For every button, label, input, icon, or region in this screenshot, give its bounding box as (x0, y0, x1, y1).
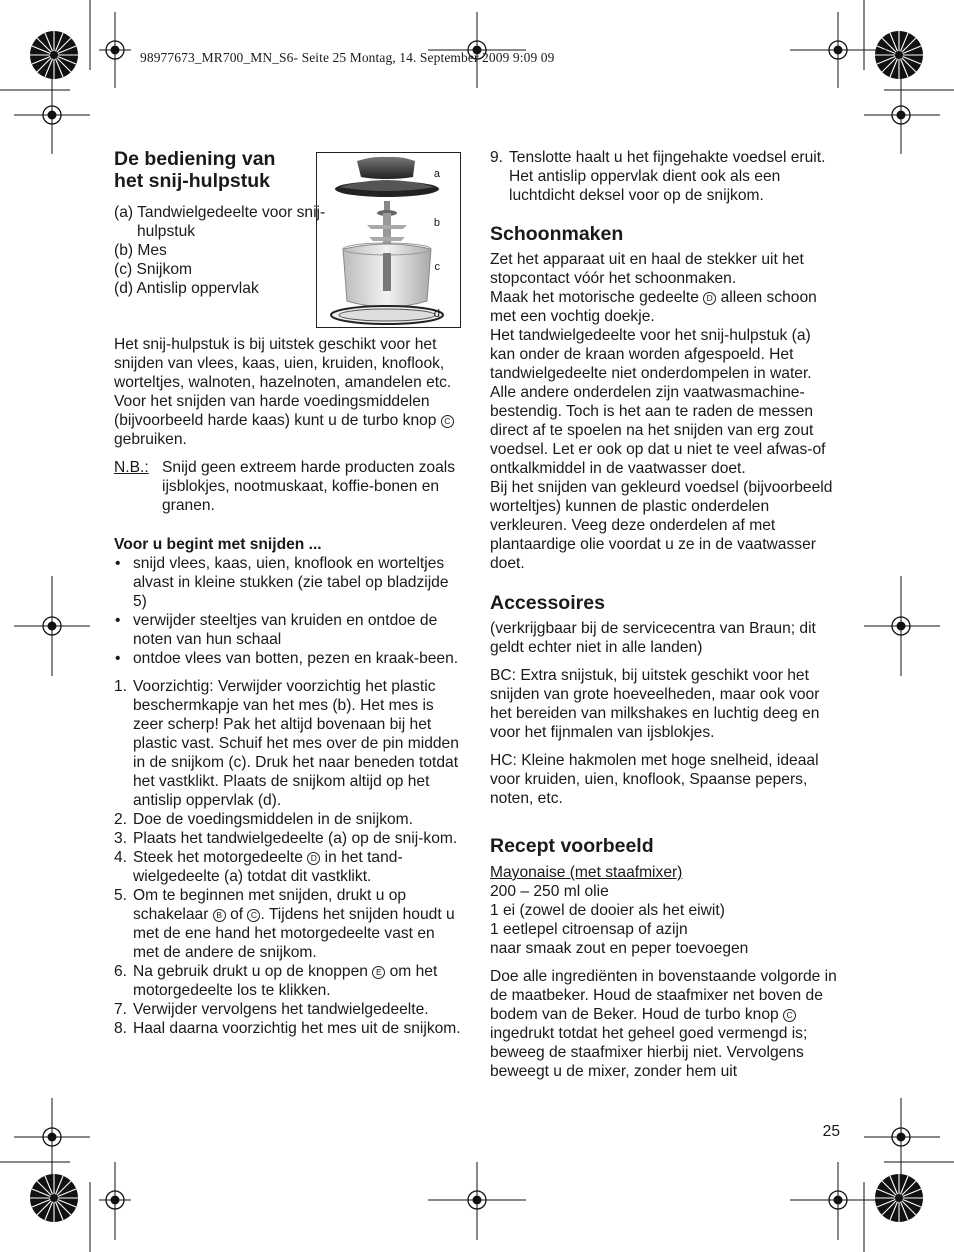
page-number: 25 (822, 1123, 840, 1140)
registration-star-icon (30, 1174, 78, 1222)
figure-label-d: d (433, 308, 440, 320)
registration-star-icon (875, 1174, 923, 1222)
step-6: 6. Na gebruik drukt u op de knoppen E om het motorgedeelte los te klikken. (114, 963, 438, 999)
list-item: • snijd vlees, kaas, uien, knoflook en worteltjes alvast in kleine stukken (zie tabel op bladzijde 5) (114, 554, 464, 611)
step-2: 2. Doe de voedingsmiddelen in de snijkom. (114, 811, 413, 828)
part-item: (b) Mes (114, 242, 167, 259)
prep-bullet-list (114, 554, 464, 668)
step-1: 1. Voorzichtig: Verwijder voorzichtig het plastic beschermkapje van het mes (b). Het mes is zeer scherp! Pak het altijd bovenaan bij het plastic vast. Schuif het mes over de pin midden in de snijkom (c). Druk het naar beneden totdat het vastklikt. Plaats de snijkom altijd op het antislip oppervlak (d). (114, 678, 459, 809)
list-item: 200 – 250 ml olie (490, 883, 609, 900)
symbol-d-icon: D (307, 852, 320, 865)
steps-list-continued (490, 148, 840, 205)
list-item: • verwijder steeltjes van kruiden en ontdoe de noten van hun schaal (114, 611, 464, 649)
step-5: 5. Om te beginnen met snijden, drukt u op schakelaar B of C . Tijdens het snijden houdt u met de ene hand het motorgedeelte vast en met de andere de snijkom. (114, 887, 455, 961)
part-item: (c) Snijkom (114, 261, 192, 278)
symbol-d-icon: D (703, 292, 716, 305)
turbo-text-end: gebruiken. (114, 431, 187, 448)
ingredients-list (490, 882, 840, 958)
symbol-c-icon: C (441, 415, 454, 428)
note-text: Snijd geen extreem harde producten zoals ijsblokjes, nootmuskaat, koffie-bonen en granen. (162, 459, 455, 514)
parts-list (114, 203, 464, 298)
step-9: 9. Tenslotte haalt u het fijngehakte voedsel eruit. Het antislip oppervlak dient ook als een luchtdicht deksel voor op de snijkom. (490, 149, 826, 204)
figure-label-c: c (434, 261, 440, 273)
part-item: (d) Antislip oppervlak (114, 280, 259, 297)
turbo-text: Voor het snijden van harde voedingsmiddelen (bijvoorbeeld harde kaas) kunt u de turbo knop (114, 393, 437, 429)
step-4: 4. Steek het motorgedeelte D in het tand-wielgedeelte (a) totdat dit vastklikt. (114, 849, 403, 885)
turbo-paragraph (114, 392, 464, 449)
list-item: naar smaak zout en peper toevoegen (490, 940, 749, 957)
print-header: 98977673_MR700_MN_S6- Seite 25 Montag, 14. September 2009 9:09 09 (140, 50, 555, 65)
symbol-b-icon: B (213, 909, 226, 922)
section-title-schoonmaken: Schoonmaken (490, 223, 624, 245)
symbol-e-icon: E (372, 966, 385, 979)
intro-paragraph: Het snij-hulpstuk is bij uitstek geschikt voor het snijden van vlees, kaas, uien, kruiden, knoflook, worteltjes, walnoten, hazelnoten, amandelen etc. (114, 336, 452, 391)
registration-star-icon (30, 31, 78, 79)
note-label: N.B.: (114, 459, 149, 476)
step-8: 8. Haal daarna voorzichtig het mes uit de snijkom. (114, 1020, 461, 1037)
list-item: 1 ei (zowel de dooier als het eiwit) (490, 902, 725, 919)
accessories-paragraph: HC: Kleine hakmolen met hoge snelheid, ideaal voor kruiden, uien, knoflook, Spaanse pepers, noten, etc. (490, 752, 819, 807)
symbol-c-icon: C (783, 1009, 796, 1022)
figure-label-b: b (433, 217, 440, 229)
recipe-subtitle: Mayonaise (met staafmixer) (490, 864, 683, 881)
before-cutting-heading: Voor u begint met snijden ... (114, 536, 322, 553)
step-3: 3. Plaats het tandwielgedeelte (a) op de snij-kom. (114, 830, 458, 847)
accessories-paragraph: BC: Extra snijstuk, bij uitstek geschikt voor het snijden van grote hoeveelheden, maar ook voor het bereiden van milkshakes en luchtig deeg en voor het fijnmalen van ijsblokjes. (490, 667, 820, 741)
step-7: 7. Verwijder vervolgens het tandwielgedeelte. (114, 1001, 429, 1018)
list-item: • ontdoe vlees van botten, pezen en kraak-been. (114, 649, 464, 668)
section-title-bediening: De bediening van het snij-hulpstuk (114, 148, 276, 192)
note-block (114, 458, 464, 515)
left-column (114, 148, 464, 1038)
section-title-recept: Recept voorbeeld (490, 835, 654, 857)
part-item: (a) Tandwielgedeelte voor snij-hulpstuk (114, 204, 326, 240)
registration-star-icon (875, 31, 923, 79)
figure-label-a: a (433, 168, 440, 180)
steps-list (114, 677, 464, 1038)
list-item: 1 eetlepel citroensap of azijn (490, 921, 688, 938)
method-paragraph: Doe alle ingrediënten in bovenstaande volgorde in de maatbeker. Houd de staafmixer net boven de bodem van de Beker. Houd de turbo knop C ingedrukt totdat het geheel goed vermengd is; beweeg de staafmixer hierbij niet. Vervolgens beweegt u de mixer, zonder hem uit (490, 968, 837, 1080)
cleaning-paragraph: Zet het apparaat uit en haal de stekker uit het stopcontact vóór het schoonmaken. (490, 251, 804, 287)
cleaning-paragraph: Bij het snijden van gekleurd voedsel (bijvoorbeeld worteltjes) kunnen de plastic onderdelen verkleuren. Veeg deze onderdelen af met plantaardige olie voordat u ze in de vaatwasser doet. (490, 479, 833, 572)
section-title-accessoires: Accessoires (490, 592, 605, 614)
accessories-paragraph: (verkrijgbaar bij de servicecentra van Braun; dit geldt echter niet in alle landen) (490, 620, 816, 656)
cleaning-paragraph: Het tandwielgedeelte voor het snij-hulpstuk (a) kan onder de kraan worden afgespoeld. Het tandwielgedeelte niet onderdompelen in water. Alle andere onderdelen zijn vaatwasmachine-bestendig. Toch is het aan te raden de messen direct af te spoelen na het snijden van erg zout voedsel. Let er ook op dat u niet te veel afwas-of ontkalkmiddel in de vaatwasser doet. (490, 327, 826, 477)
right-column (490, 148, 840, 1081)
cleaning-paragraph: Maak het motorische gedeelte D alleen schoon met een vochtig doekje. (490, 289, 817, 325)
symbol-c-icon: C (247, 909, 260, 922)
